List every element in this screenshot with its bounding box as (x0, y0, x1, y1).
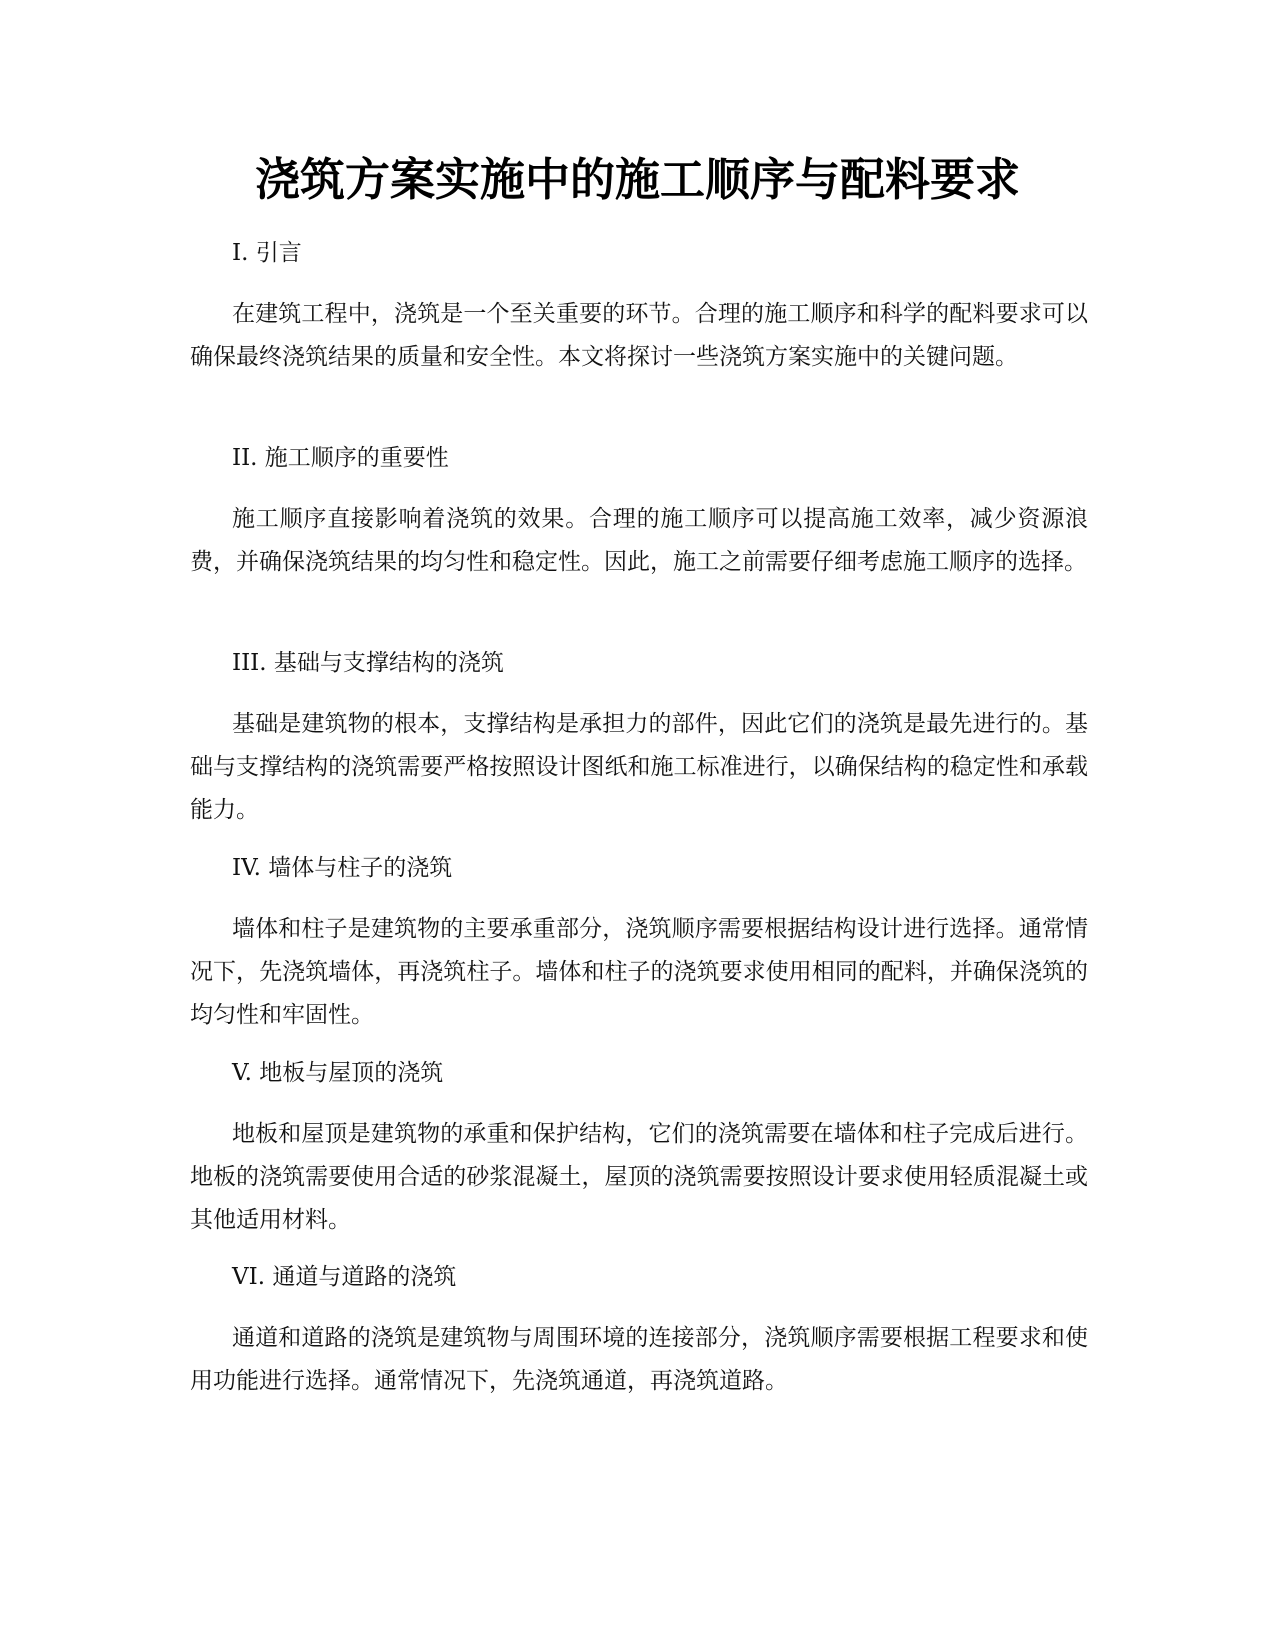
section-heading-4: IV. 墙体与柱子的浇筑 (232, 855, 453, 881)
section-heading-1: I. 引言 (232, 240, 302, 266)
section-heading-5: V. 地板与屋顶的浇筑 (232, 1060, 444, 1086)
section-heading-6: VI. 通道与道路的浇筑 (232, 1264, 457, 1290)
section-body-6: 通道和道路的浇筑是建筑物与周围环境的连接部分，浇筑顺序需要根据工程要求和使用功能进行选择。通常情况下，先浇筑通道，再浇筑道路。 (190, 1325, 1088, 1394)
section-body-5: 地板和屋顶是建筑物的承重和保护结构，它们的浇筑需要在墙体和柱子完成后进行。地板的浇筑需要使用合适的砂浆混凝土，屋顶的浇筑需要按照设计要求使用轻质混凝土或其他适用材料。 (190, 1121, 1088, 1233)
section-heading-3: III. 基础与支撑结构的浇筑 (232, 650, 504, 676)
section-body-1: 在建筑工程中，浇筑是一个至关重要的环节。合理的施工顺序和科学的配料要求可以确保最终浇筑结果的质量和安全性。本文将探讨一些浇筑方案实施中的关键问题。 (190, 301, 1088, 370)
section-body-2: 施工顺序直接影响着浇筑的效果。合理的施工顺序可以提高施工效率，减少资源浪费，并确保浇筑结果的均匀性和稳定性。因此，施工之前需要仔细考虑施工顺序的选择。 (190, 506, 1088, 575)
section-heading-2: II. 施工顺序的重要性 (232, 445, 449, 471)
section-body-4: 墙体和柱子是建筑物的主要承重部分，浇筑顺序需要根据结构设计进行选择。通常情况下，先浇筑墙体，再浇筑柱子。墙体和柱子的浇筑要求使用相同的配料，并确保浇筑的均匀性和牢固性。 (190, 916, 1088, 1028)
document-title: 浇筑方案实施中的施工顺序与配料要求 (254, 153, 1020, 206)
section-body-3: 基础是建筑物的根本，支撑结构是承担力的部件，因此它们的浇筑是最先进行的。基础与支撑结构的浇筑需要严格按照设计图纸和施工标准进行，以确保结构的稳定性和承载能力。 (190, 711, 1088, 823)
